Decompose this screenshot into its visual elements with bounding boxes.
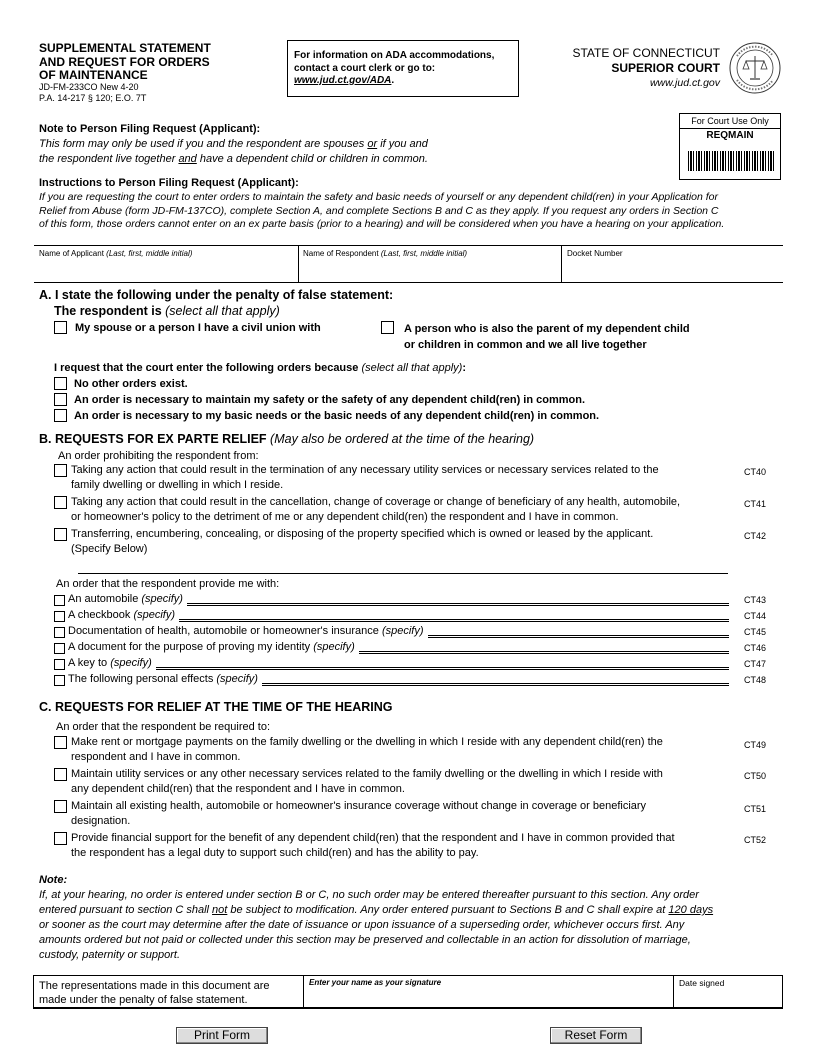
provide-item-checkbox[interactable]	[54, 659, 65, 670]
ct40-label: Taking any action that could result in the termination of any necessary utility services or necessary services related to the family dwelling or dwelling in which I reside.	[71, 464, 659, 491]
provide-item-specify-field[interactable]	[179, 619, 729, 622]
instructions-text: If you are requesting the court to enter orders to maintain the safety and basic needs of yourself or any dependent child(ren) in your Application for Relief from Abuse (form JD-FM-137CO), complete Section A, and complete Sections B and C as they apply. If you request any orders in Section C of this form, those orders cannot enter on an ex parte basis (prior to a hearing) and will be considered when you have a hearing on your application.	[39, 191, 725, 230]
ct49-label: Make rent or mortgage payments on the family dwelling or the dwelling in which I reside with any dependent child(ren) the respondent and I have in common.	[71, 736, 663, 763]
co-parent-checkbox[interactable]	[381, 321, 394, 334]
provide-item-label: A checkbook (specify)	[68, 609, 175, 621]
ct41-checkbox[interactable]	[54, 496, 67, 509]
section-a-heading: A. I state the following under the penalty of false statement:	[39, 288, 394, 302]
print-form-button[interactable]: Print Form	[176, 1027, 268, 1044]
section-c-intro: An order that the respondent be required to:	[56, 721, 271, 733]
provide-item-specify-field[interactable]	[262, 683, 729, 686]
court-block	[572, 46, 720, 91]
provide-item-checkbox[interactable]	[54, 595, 65, 606]
spouse-option-label: My spouse or a person I have a civil union with	[75, 322, 321, 334]
representations-cell	[34, 976, 304, 1008]
provide-item-code: CT44	[744, 611, 767, 621]
ct51-code: CT51	[744, 804, 767, 814]
ct40-checkbox[interactable]	[54, 464, 67, 477]
ct52-checkbox[interactable]	[54, 832, 67, 845]
signature-field[interactable]: Enter your name as your signature	[304, 976, 674, 1008]
representations-line-1: The representations made in this document are	[39, 980, 270, 992]
provide-item-specify-field[interactable]	[187, 603, 729, 606]
reason-2-label: An order is necessary to maintain my safety or the safety of any dependent child(ren) in common.	[74, 394, 586, 406]
note-person-heading: Note to Person Filing Request (Applicant):	[39, 123, 261, 135]
provide-item-label: An automobile (specify)	[68, 593, 183, 605]
provide-item-specify-field[interactable]	[156, 667, 729, 670]
ada-box	[287, 40, 519, 97]
form-id-block	[39, 82, 146, 104]
reason-1-label: No other orders exist.	[74, 378, 188, 390]
form-id: JD-FM-233CO New 4-20	[39, 82, 139, 92]
ct40-code: CT40	[744, 467, 767, 477]
reason-3-label: An order is necessary to my basic needs or the basic needs of any dependent child(ren) in common.	[74, 410, 600, 422]
safety-order-checkbox[interactable]	[54, 393, 67, 406]
note-heading: Note:	[39, 874, 68, 886]
ct51-label: Maintain all existing health, automobile or homeowner's insurance coverage without change in coverage or beneficiary designation.	[71, 800, 647, 827]
ada-link[interactable]: www.jud.ct.gov/ADA	[294, 75, 392, 86]
barcode-icon	[688, 151, 774, 171]
reset-form-button[interactable]: Reset Form	[550, 1027, 642, 1044]
ct50-checkbox[interactable]	[54, 768, 67, 781]
court-use-code: REQMAIN	[706, 130, 754, 141]
provide-item-checkbox[interactable]	[54, 643, 65, 654]
basic-needs-checkbox[interactable]	[54, 409, 67, 422]
title-line-3: OF MAINTENANCE	[39, 68, 148, 82]
ct41-label: Taking any action that could result in the cancellation, change of coverage or change of beneficiary of any health, automobile, or homeowner's policy to the detriment of me or any dependent child(ren) the respondent and I have in common.	[71, 496, 681, 523]
court-name: SUPERIOR COURT	[611, 61, 720, 75]
ada-line-2: contact a court clerk or go to:	[294, 62, 436, 74]
ada-line-1: For information on ADA accommodations,	[294, 50, 495, 61]
ct42-checkbox[interactable]	[54, 528, 67, 541]
no-other-orders-checkbox[interactable]	[54, 377, 67, 390]
instructions-heading: Instructions to Person Filing Request (Applicant):	[39, 177, 299, 189]
section-c-heading: C. REQUESTS FOR RELIEF AT THE TIME OF THE HEARING	[39, 700, 393, 714]
co-parent-option-label: A person who is also the parent of my dependent child or children in common and we all live together	[404, 323, 690, 351]
ada-period: .	[391, 75, 395, 86]
note-text: If, at your hearing, no order is entered under section B or C, no such order may be entered thereafter pursuant to this section. Any order entered pursuant to section C shall not be subject to modification. Any order entered pursuant to Sections B and C shall expire at 120 days or sooner as the court may determine after the date of issuance or upon issuance of a superseding order, whichever occurs first. Any amounts ordered but not paid or collected under this section may be preserved and collectable in an action for dissolution of marriage, custody, paternity or support.	[39, 889, 714, 961]
ct42-specify-line[interactable]	[78, 573, 728, 574]
provide-item-checkbox[interactable]	[54, 627, 65, 638]
request-because-label: I request that the court enter the following orders because	[54, 362, 362, 374]
applicant-name-field[interactable]: Name of Applicant (Last, first, middle initial)	[34, 246, 299, 282]
provide-item-checkbox[interactable]	[54, 675, 65, 686]
provide-item-code: CT48	[744, 675, 767, 685]
provide-item-label: A document for the purpose of proving my identity (specify)	[68, 641, 355, 653]
provide-item-label: The following personal effects (specify)	[68, 673, 258, 685]
ct42-code: CT42	[744, 531, 767, 541]
provide-intro: An order that the respondent provide me with:	[56, 578, 280, 590]
provide-item-specify-field[interactable]	[359, 651, 729, 654]
respondent-is-label: The respondent is	[54, 304, 166, 318]
respondent-name-field[interactable]: Name of Respondent (Last, first, middle initial)	[298, 246, 562, 282]
provide-item-label: A key to (specify)	[68, 657, 152, 669]
provide-item-code: CT45	[744, 627, 767, 637]
provide-item-specify-field[interactable]	[428, 635, 729, 638]
provide-item-code: CT43	[744, 595, 767, 605]
provide-item-code: CT47	[744, 659, 767, 669]
ct49-code: CT49	[744, 740, 767, 750]
court-website: www.jud.ct.gov	[649, 77, 720, 89]
ct51-checkbox[interactable]	[54, 800, 67, 813]
prohibit-intro: An order prohibiting the respondent from:	[58, 450, 259, 462]
date-signed-field[interactable]: Date signed	[679, 978, 725, 988]
representations-line-2: made under the penalty of false statement.	[39, 993, 248, 1006]
note-person-text: This form may only be used if you and the respondent are spouses or if you and the respondent live together and have a dependent child or children in common.	[39, 138, 428, 165]
provide-item-label: Documentation of health, automobile or homeowner's insurance (specify)	[68, 625, 424, 637]
docket-number-field[interactable]: Docket Number	[567, 249, 623, 258]
title-line-2: AND REQUEST FOR ORDERS	[39, 54, 210, 69]
title-line-1: SUPPLEMENTAL STATEMENT	[39, 41, 211, 55]
ct52-label: Provide financial support for the benefit of any dependent child(ren) that the respondent and I have in common provided that the respondent has a legal duty to support such child(ren) and has the ability to pay.	[71, 832, 675, 859]
ct41-code: CT41	[744, 499, 767, 509]
form-title	[39, 42, 211, 83]
ct50-label: Maintain utility services or any other necessary services related to the family dwelling or the dwelling in which I reside with any dependent child(ren) that the respondent and I have in common.	[71, 768, 663, 795]
provide-item-checkbox[interactable]	[54, 611, 65, 622]
ct50-code: CT50	[744, 771, 767, 781]
section-b-heading: B. REQUESTS FOR EX PARTE RELIEF	[39, 432, 271, 446]
spouse-checkbox[interactable]	[54, 321, 67, 334]
signature-row	[33, 975, 783, 1009]
court-use-box	[679, 113, 781, 180]
names-row	[34, 245, 783, 283]
ct42-label: Transferring, encumbering, concealing, or disposing of the property specified which is owned or leased by the applicant. (Specify Below)	[71, 528, 654, 555]
state-name: STATE OF CONNECTICUT	[572, 46, 720, 60]
court-seal-icon	[729, 42, 781, 94]
provide-item-code: CT46	[744, 643, 767, 653]
ct49-checkbox[interactable]	[54, 736, 67, 749]
statute: P.A. 14-217 § 120; E.O. 7T	[39, 93, 147, 103]
court-use-label: For Court Use Only	[680, 114, 780, 129]
ct52-code: CT52	[744, 835, 767, 845]
